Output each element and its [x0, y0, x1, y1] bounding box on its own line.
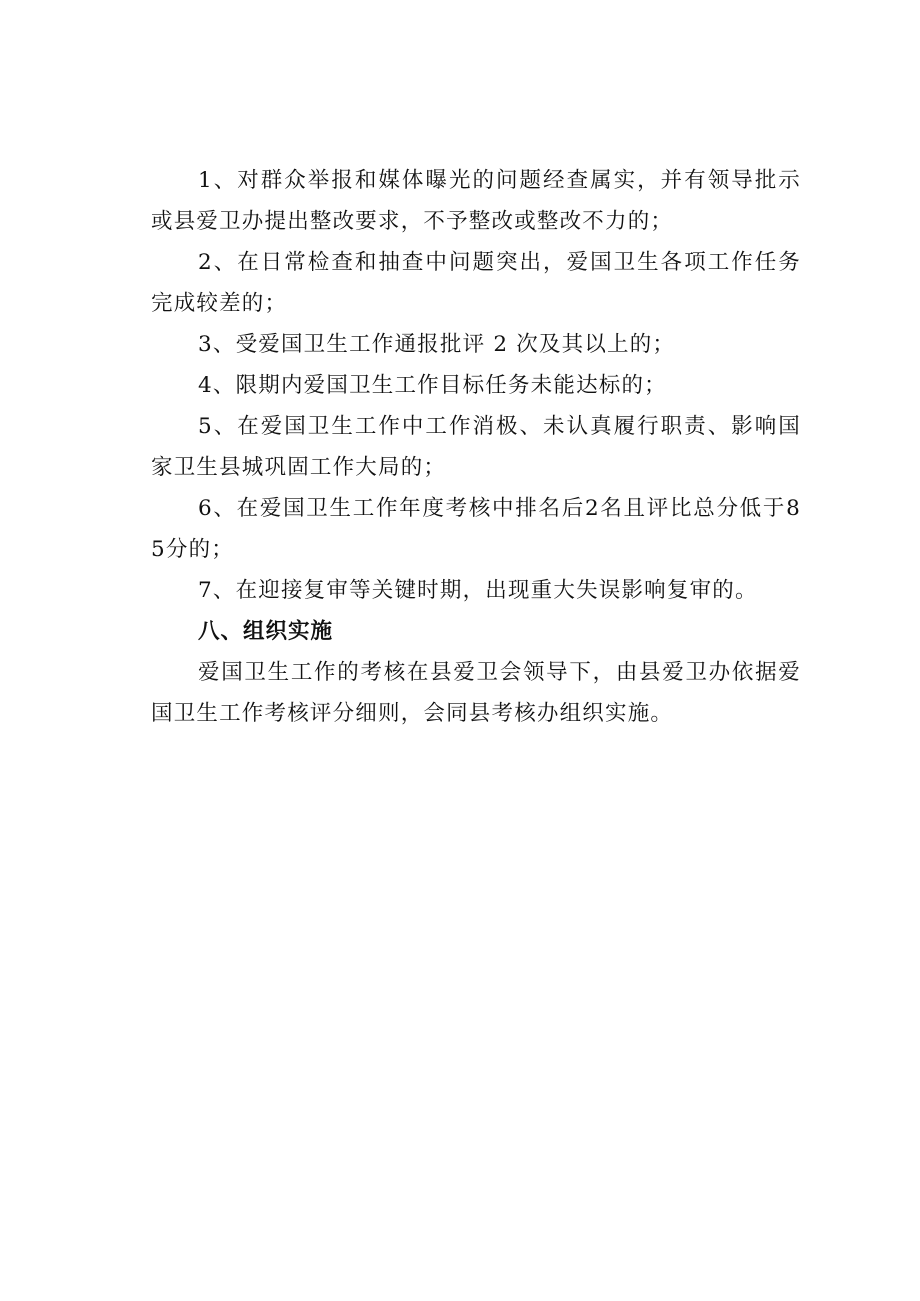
section-body: 爱国卫生工作的考核在县爱卫会领导下，由县爱卫办依据爱国卫生工作考核评分细则，会同县考核办组织实施。 [151, 660, 801, 726]
list-item-5: 5、在爱国卫生工作中工作消极、未认真履行职责、影响国家卫生县城巩固工作大局的； [151, 414, 801, 480]
section-heading: 八、组织实施 [198, 619, 334, 644]
list-item-4: 4、限期内爱国卫生工作目标任务未能达标的； [198, 373, 667, 398]
list-item-7: 7、在迎接复审等关键时期，出现重大失误影响复审的。 [198, 578, 758, 603]
document-page [151, 160, 801, 734]
list-item-2: 2、在日常检查和抽查中问题突出，爱国卫生各项工作任务完成较差的； [151, 250, 801, 316]
list-item-1: 1、对群众举报和媒体曝光的问题经查属实，并有领导批示或县爱卫办提出整改要求，不予整改或整改不力的； [151, 168, 801, 234]
list-item-3: 3、受爱国卫生工作通报批评 2 次及其以上的； [198, 332, 676, 357]
list-item-6: 6、在爱国卫生工作年度考核中排名后2名且评比总分低于85分的； [151, 496, 801, 562]
